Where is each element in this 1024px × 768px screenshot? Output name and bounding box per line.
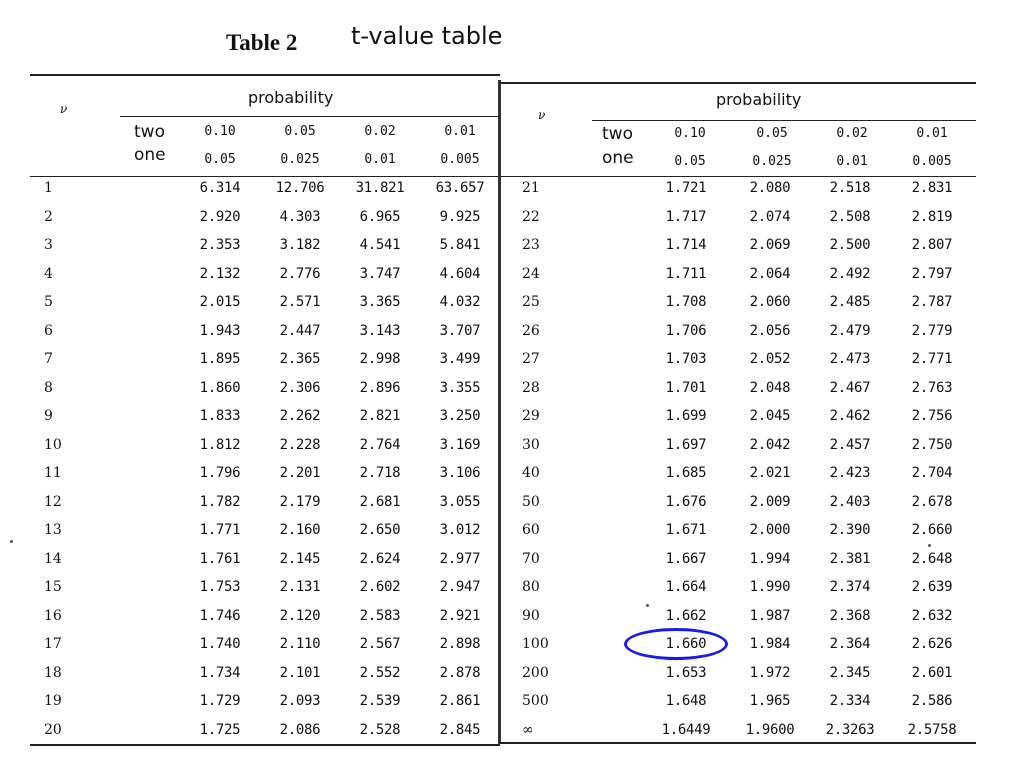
t-value-cell: 9.925 — [439, 208, 481, 225]
t-value-cell: 1.708 — [665, 294, 707, 310]
one-tail-header: 0.05 — [674, 154, 706, 169]
header-rule — [500, 176, 976, 177]
df-cell: 16 — [44, 607, 62, 624]
t-value-cell: 2.056 — [749, 322, 791, 339]
t-value-cell: 1.740 — [199, 636, 241, 652]
t-value-cell: 3.747 — [359, 265, 401, 282]
probability-rule — [120, 116, 500, 117]
t-value-cell: 1.648 — [665, 693, 707, 709]
table-label: Table 2 — [226, 30, 298, 55]
t-value-cell: 31.821 — [355, 180, 405, 196]
t-value-cell: 2.601 — [911, 664, 953, 681]
t-value-cell: 1.987 — [749, 607, 791, 624]
t-value-cell: 2.771 — [911, 351, 953, 367]
t-value-cell: 2.764 — [359, 436, 401, 453]
one-tail-header: 0.01 — [364, 152, 396, 167]
t-value-cell: 2.750 — [911, 436, 953, 453]
t-value-cell: 2.567 — [359, 636, 401, 652]
t-value-cell: 1.725 — [199, 721, 241, 738]
t-value-cell: 2.368 — [829, 607, 871, 624]
t-value-cell: 2.145 — [279, 550, 321, 567]
df-cell: 2 — [44, 208, 53, 225]
t-value-cell: 2.060 — [749, 294, 791, 310]
t-value-cell: 2.821 — [359, 408, 401, 424]
t-value-cell: 1.671 — [665, 522, 707, 538]
t-value-cell: 1.699 — [665, 408, 707, 424]
t-value-cell: 1.729 — [199, 693, 241, 709]
t-value-cell: 1.660 — [665, 636, 707, 652]
t-value-cell: 2.787 — [911, 294, 953, 310]
table-subtitle: t-value table — [351, 22, 503, 50]
t-value-cell: 1.667 — [665, 550, 707, 567]
t-value-cell: 2.364 — [829, 636, 871, 652]
t-value-cell: 1.984 — [749, 636, 791, 652]
t-value-cell: 2.3263 — [825, 721, 875, 738]
t-value-cell: 2.583 — [359, 607, 401, 624]
t-value-cell: 2.069 — [749, 237, 791, 253]
t-value-cell: 2.052 — [749, 351, 791, 367]
t-value-cell: 2.552 — [359, 664, 401, 681]
t-value-cell: 2.485 — [829, 294, 871, 310]
df-cell: 25 — [522, 294, 540, 310]
t-value-cell: 1.860 — [199, 379, 241, 396]
t-value-cell: 1.796 — [199, 465, 241, 481]
t-value-cell: 2.861 — [439, 693, 481, 709]
t-value-cell: 5.841 — [439, 237, 481, 253]
t-value-cell: 2.021 — [749, 465, 791, 481]
t-value-cell: 1.664 — [665, 579, 707, 595]
df-cell: 24 — [522, 265, 540, 282]
t-value-cell: 2.639 — [911, 579, 953, 595]
t-value-cell: 2.896 — [359, 379, 401, 396]
df-cell: 90 — [522, 607, 540, 624]
t-value-cell: 1.746 — [199, 607, 241, 624]
t-value-cell: 2.120 — [279, 607, 321, 624]
t-value-cell: 2.374 — [829, 579, 871, 595]
df-cell: 28 — [522, 379, 540, 396]
df-cell: 13 — [44, 522, 62, 538]
t-value-cell: 2.042 — [749, 436, 791, 453]
t-value-cell: 2.681 — [359, 493, 401, 510]
t-value-cell: 2.462 — [829, 408, 871, 424]
scan-speck — [646, 604, 649, 607]
t-value-cell: 1.965 — [749, 693, 791, 709]
t-value-cell: 2.571 — [279, 294, 321, 310]
t-value-cell: 4.541 — [359, 237, 401, 253]
one-tail-header: 0.025 — [280, 152, 320, 167]
t-value-cell: 1.706 — [665, 322, 707, 339]
t-value-cell: 2.626 — [911, 636, 953, 652]
t-value-cell: 2.048 — [749, 379, 791, 396]
df-cell: 50 — [522, 493, 540, 510]
t-value-cell: 2.779 — [911, 322, 953, 339]
t-value-cell: 2.678 — [911, 493, 953, 510]
t-value-cell: 2.334 — [829, 693, 871, 709]
t-value-cell: 2.947 — [439, 579, 481, 595]
two-tail-header: 0.02 — [836, 126, 868, 141]
t-value-cell: 2.086 — [279, 721, 321, 738]
t-value-cell: 6.965 — [359, 208, 401, 225]
t-value-cell: 2.756 — [911, 408, 953, 424]
df-cell: 23 — [522, 237, 540, 253]
one-tail-header: 0.01 — [836, 154, 868, 169]
df-cell: 17 — [44, 636, 62, 652]
t-value-cell: 2.632 — [911, 607, 953, 624]
t-value-cell: 1.6449 — [661, 721, 711, 738]
t-value-cell: 2.819 — [911, 208, 953, 225]
df-cell: 20 — [44, 721, 62, 738]
t-value-cell: 2.423 — [829, 465, 871, 481]
t-value-cell: 2.763 — [911, 379, 953, 396]
t-value-cell: 2.704 — [911, 465, 953, 481]
df-cell: 500 — [522, 693, 549, 709]
df-cell: 22 — [522, 208, 540, 225]
t-value-cell: 1.653 — [665, 664, 707, 681]
nu-header: ν — [538, 108, 546, 122]
t-value-cell: 1.753 — [199, 579, 241, 595]
two-tail-header: 0.01 — [444, 124, 476, 139]
t-value-cell: 2.898 — [439, 636, 481, 652]
two-tail-label: two — [602, 124, 633, 144]
one-tail-header: 0.05 — [204, 152, 236, 167]
one-tail-header: 0.005 — [912, 154, 952, 169]
t-value-cell: 2.776 — [279, 265, 321, 282]
t-value-cell: 63.657 — [435, 180, 485, 196]
t-value-cell: 1.782 — [199, 493, 241, 510]
t-value-cell: 3.106 — [439, 465, 481, 481]
t-value-cell: 1.812 — [199, 436, 241, 453]
scan-speck — [10, 540, 13, 543]
df-cell: 9 — [44, 408, 53, 424]
df-cell: 15 — [44, 579, 62, 595]
t-value-cell: 1.711 — [665, 265, 707, 282]
t-value-cell: 2.403 — [829, 493, 871, 510]
t-value-cell: 1.685 — [665, 465, 707, 481]
t-value-cell: 4.303 — [279, 208, 321, 225]
df-cell: 7 — [44, 351, 53, 367]
t-value-cell: 2.015 — [199, 294, 241, 310]
df-cell: 12 — [44, 493, 62, 510]
t-value-cell: 2.101 — [279, 664, 321, 681]
t-value-cell: 1.943 — [199, 322, 241, 339]
t-value-cell: 2.306 — [279, 379, 321, 396]
t-value-cell: 2.009 — [749, 493, 791, 510]
t-value-cell: 2.093 — [279, 693, 321, 709]
df-cell: 29 — [522, 408, 540, 424]
t-value-cell: 3.499 — [439, 351, 481, 367]
t-value-cell: 2.602 — [359, 579, 401, 595]
t-value-cell: 2.447 — [279, 322, 321, 339]
df-cell: 200 — [522, 664, 549, 681]
t-value-cell: 2.508 — [829, 208, 871, 225]
t-value-cell: 2.457 — [829, 436, 871, 453]
t-value-cell: 3.143 — [359, 322, 401, 339]
scan-speck — [928, 544, 931, 547]
t-value-cell: 4.604 — [439, 265, 481, 282]
t-value-cell: 1.703 — [665, 351, 707, 367]
t-value-cell: 2.479 — [829, 322, 871, 339]
df-cell: 11 — [44, 465, 62, 481]
t-value-cell: 2.586 — [911, 693, 953, 709]
t-value-cell: 2.528 — [359, 721, 401, 738]
probability-header: probability — [248, 88, 334, 107]
t-value-cell: 2.492 — [829, 265, 871, 282]
t-value-cell: 1.697 — [665, 436, 707, 453]
t-value-cell: 2.074 — [749, 208, 791, 225]
t-value-cell: 1.676 — [665, 493, 707, 510]
df-cell: 27 — [522, 351, 540, 367]
df-cell: 100 — [522, 636, 549, 652]
df-cell: 4 — [44, 265, 53, 282]
t-value-cell: 2.718 — [359, 465, 401, 481]
t-value-cell: 3.055 — [439, 493, 481, 510]
probability-rule — [592, 120, 976, 121]
two-tail-header: 0.05 — [284, 124, 316, 139]
t-value-cell: 2.353 — [199, 237, 241, 253]
t-value-cell: 2.262 — [279, 408, 321, 424]
t-value-cell: 2.131 — [279, 579, 321, 595]
t-value-cell: 3.182 — [279, 237, 321, 253]
t-value-cell: 2.179 — [279, 493, 321, 510]
highlight-circle — [624, 628, 728, 660]
t-value-cell: 2.998 — [359, 351, 401, 367]
t-value-cell: 2.977 — [439, 550, 481, 567]
t-value-cell: 2.160 — [279, 522, 321, 538]
one-tail-label: one — [602, 148, 634, 168]
t-value-cell: 2.110 — [279, 636, 321, 652]
t-value-cell: 2.648 — [911, 550, 953, 567]
t-value-cell: 1.734 — [199, 664, 241, 681]
t-value-cell: 3.707 — [439, 322, 481, 339]
t-value-cell: 6.314 — [199, 180, 241, 196]
right-table — [500, 74, 976, 746]
df-cell: 3 — [44, 237, 53, 253]
two-tail-header: 0.01 — [916, 126, 948, 141]
df-cell: 14 — [44, 550, 62, 567]
t-value-cell: 1.714 — [665, 237, 707, 253]
t-value-cell: 3.355 — [439, 379, 481, 396]
one-tail-label: one — [134, 145, 166, 165]
t-value-cell: 2.473 — [829, 351, 871, 367]
df-cell: 6 — [44, 322, 53, 339]
t-value-cell: 1.662 — [665, 607, 707, 624]
t-value-cell: 1.972 — [749, 664, 791, 681]
nu-header: ν — [60, 102, 68, 116]
t-value-cell: 1.990 — [749, 579, 791, 595]
df-cell: 5 — [44, 294, 53, 310]
t-value-cell: 1.833 — [199, 408, 241, 424]
df-cell: 70 — [522, 550, 540, 567]
t-value-cell: 1.717 — [665, 208, 707, 225]
t-value-cell: 3.012 — [439, 522, 481, 538]
top-rule — [30, 74, 500, 76]
bottom-rule — [500, 742, 976, 744]
df-cell: 1 — [44, 180, 53, 196]
t-value-cell: 1.771 — [199, 522, 241, 538]
t-value-cell: 2.920 — [199, 208, 241, 225]
df-cell: 8 — [44, 379, 53, 396]
t-value-cell: 1.994 — [749, 550, 791, 567]
two-tail-header: 0.05 — [756, 126, 788, 141]
t-value-cell: 2.345 — [829, 664, 871, 681]
bottom-rule — [30, 744, 500, 746]
df-cell: 26 — [522, 322, 540, 339]
df-cell: 21 — [522, 180, 540, 196]
df-cell: 18 — [44, 664, 62, 681]
t-value-cell: 2.201 — [279, 465, 321, 481]
t-value-cell: 2.390 — [829, 522, 871, 538]
df-cell: 60 — [522, 522, 540, 538]
t-value-cell: 2.539 — [359, 693, 401, 709]
t-value-cell: 3.169 — [439, 436, 481, 453]
t-value-cell: 2.921 — [439, 607, 481, 624]
t-value-cell: 2.080 — [749, 180, 791, 196]
t-value-cell: 2.518 — [829, 180, 871, 196]
t-value-cell: 2.5758 — [907, 721, 957, 738]
t-value-cell: 1.721 — [665, 180, 707, 196]
t-value-cell: 1.701 — [665, 379, 707, 396]
t-value-cell: 4.032 — [439, 294, 481, 310]
one-tail-header: 0.025 — [752, 154, 792, 169]
df-cell: 40 — [522, 465, 540, 481]
t-value-cell: 2.365 — [279, 351, 321, 367]
t-value-cell: 1.9600 — [745, 721, 795, 738]
two-tail-header: 0.10 — [204, 124, 236, 139]
t-value-cell: 2.467 — [829, 379, 871, 396]
df-cell: 10 — [44, 436, 62, 453]
one-tail-header: 0.005 — [440, 152, 480, 167]
df-cell: 30 — [522, 436, 540, 453]
df-cell: ∞ — [522, 721, 534, 738]
t-value-cell: 2.045 — [749, 408, 791, 424]
t-value-cell: 2.624 — [359, 550, 401, 567]
t-value-cell: 2.228 — [279, 436, 321, 453]
top-rule — [500, 82, 976, 84]
t-value-cell: 1.895 — [199, 351, 241, 367]
two-tail-header: 0.02 — [364, 124, 396, 139]
probability-header: probability — [716, 90, 802, 109]
t-value-cell: 1.761 — [199, 550, 241, 567]
t-value-cell: 2.500 — [829, 237, 871, 253]
t-value-cell: 2.064 — [749, 265, 791, 282]
t-value-cell: 2.807 — [911, 237, 953, 253]
df-cell: 19 — [44, 693, 62, 709]
t-value-cell: 2.000 — [749, 522, 791, 538]
t-value-cell: 2.381 — [829, 550, 871, 567]
t-value-cell: 12.706 — [275, 180, 325, 196]
df-cell: 80 — [522, 579, 540, 595]
t-value-cell: 2.878 — [439, 664, 481, 681]
header-rule — [30, 176, 500, 177]
t-value-cell: 2.797 — [911, 265, 953, 282]
two-tail-header: 0.10 — [674, 126, 706, 141]
t-value-cell: 2.831 — [911, 180, 953, 196]
t-value-cell: 3.250 — [439, 408, 481, 424]
two-tail-label: two — [134, 122, 165, 142]
t-value-cell: 2.650 — [359, 522, 401, 538]
t-value-cell: 2.660 — [911, 522, 953, 538]
left-table — [30, 74, 500, 746]
t-value-cell: 2.132 — [199, 265, 241, 282]
t-value-cell: 2.845 — [439, 721, 481, 738]
t-value-cell: 3.365 — [359, 294, 401, 310]
